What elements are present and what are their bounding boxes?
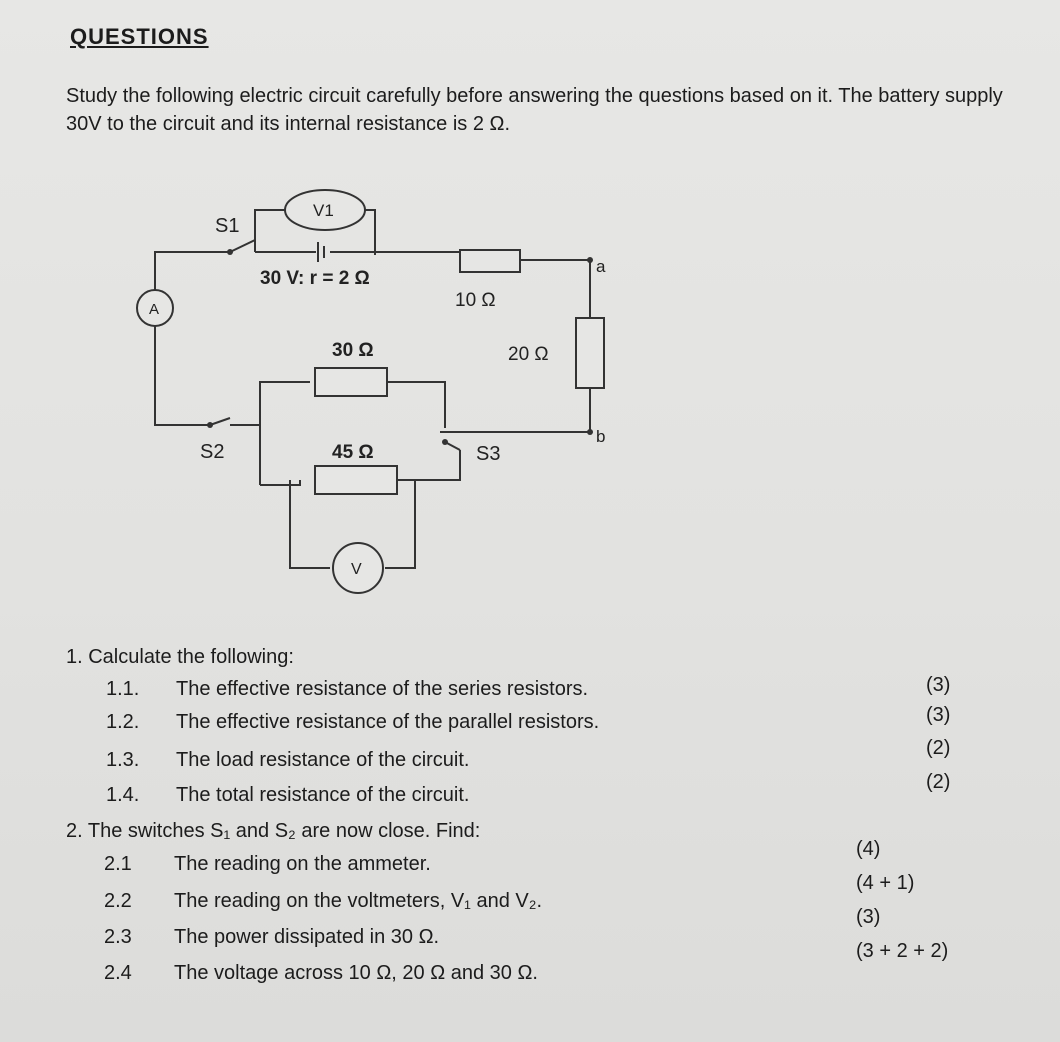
resistor-20 (576, 318, 604, 388)
item-text: The reading on the voltmeters, V₁ and V₂. (174, 890, 543, 912)
marks-2-2: (4 + 1) (856, 872, 915, 894)
question-1-4 (106, 784, 469, 807)
circuit-diagram (120, 180, 640, 610)
wire-top-left (155, 252, 230, 290)
item-number: 2.4 (104, 962, 132, 984)
switch-s1-blade (230, 240, 255, 252)
label-s2: S2 (200, 441, 225, 463)
label-point-b: b (596, 427, 606, 446)
wire-b (440, 388, 590, 432)
item-number: 1.2. (106, 711, 140, 733)
label-ammeter: A (149, 301, 160, 318)
question-2-title: 2. The switches S₁ and S₂ are now close. Find: (66, 820, 481, 842)
resistor-30 (315, 368, 387, 396)
item-number: 2.3 (104, 926, 132, 948)
question-1-1 (106, 678, 588, 701)
marks-1-3: (2) (926, 737, 951, 759)
question-2-2 (104, 890, 542, 913)
label-r10: 10 Ω (455, 290, 496, 311)
wire-v1-right (365, 210, 375, 255)
item-text: The voltage across 10 Ω, 20 Ω and 30 Ω. (174, 962, 538, 984)
question-2-4 (104, 962, 538, 985)
label-battery: 30 V: r = 2 Ω (260, 268, 370, 289)
question-1-3 (106, 749, 469, 772)
wire-left (155, 325, 210, 425)
label-v1: V1 (313, 201, 334, 220)
item-number: 1.3. (106, 749, 140, 771)
intro-paragraph: Study the following electric circuit carefully before answering the questions based on it. The battery supply 30V to the circuit and its internal resistance is 2 Ω. (66, 85, 1003, 135)
marks-2-3: (3) (856, 906, 881, 928)
resistor-10 (460, 250, 520, 272)
question-2-1 (104, 853, 431, 876)
item-text: The load resistance of the circuit. (176, 749, 470, 771)
label-r20: 20 Ω (508, 344, 549, 365)
page-heading: QUESTIONS (70, 24, 209, 49)
item-text: The power dissipated in 30 Ω. (174, 926, 440, 948)
marks-1-1: (3) (926, 674, 951, 696)
marks-1-2: (3) (926, 704, 951, 726)
item-text: The total resistance of the circuit. (176, 784, 470, 806)
battery-symbol (318, 242, 324, 262)
item-text: The effective resistance of the series resistors. (176, 678, 589, 700)
label-r30: 30 Ω (332, 340, 374, 361)
item-text: The effective resistance of the parallel resistors. (176, 711, 600, 733)
resistor-45 (315, 466, 397, 494)
item-number: 1.1. (106, 678, 140, 700)
marks-2-4: (3 + 2 + 2) (856, 940, 949, 962)
question-1-2 (106, 711, 599, 734)
label-point-a: a (596, 257, 606, 276)
wire-v1-left (255, 210, 285, 240)
item-number: 2.2 (104, 890, 132, 912)
label-s1: S1 (215, 215, 240, 237)
question-1-title: 1. Calculate the following: (66, 646, 294, 668)
label-v: V (351, 561, 362, 578)
item-text: The reading on the ammeter. (174, 853, 431, 875)
marks-2-1: (4) (856, 838, 881, 860)
item-number: 2.1 (104, 853, 132, 875)
wire-a (520, 260, 590, 318)
item-number: 1.4. (106, 784, 140, 806)
label-r45: 45 Ω (332, 442, 374, 463)
label-s3: S3 (476, 443, 501, 465)
question-2-3 (104, 926, 439, 949)
marks-1-4: (2) (926, 771, 951, 793)
